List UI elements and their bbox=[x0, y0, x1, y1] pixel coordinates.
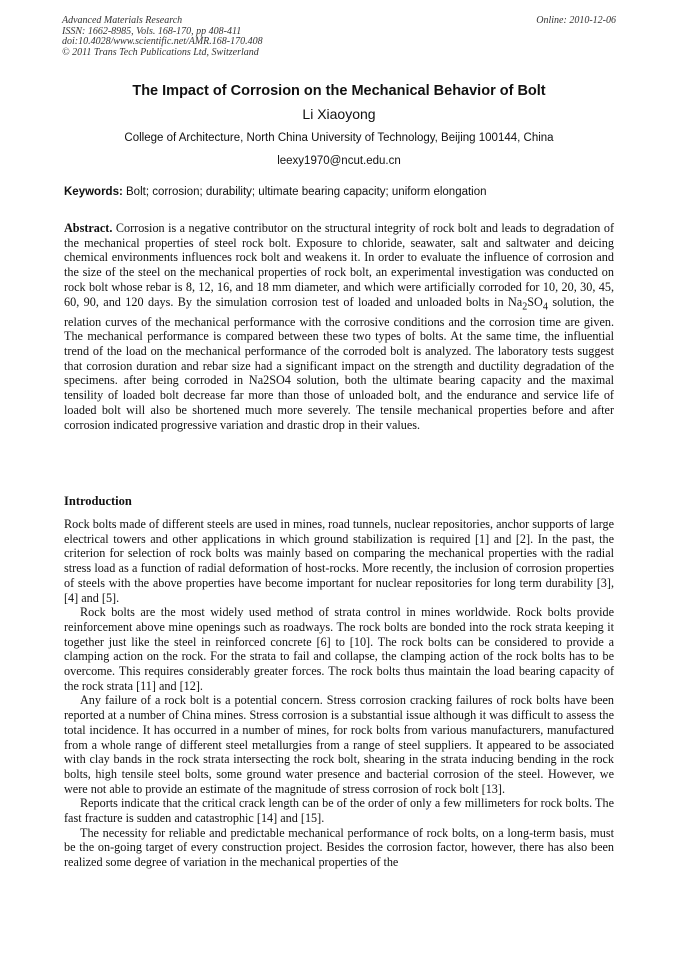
author-affiliation: College of Architecture, North China University of Technology, Beijing 100144, China bbox=[124, 132, 554, 144]
journal-info bbox=[62, 16, 616, 58]
intro-paragraph: Reports indicate that the critical crack length can be of the order of only a few millimeters for rock bolts. The fast fracture is sudden and catastrophic [14] and [15]. bbox=[64, 796, 614, 826]
keywords-text: Bolt; corrosion; durability; ultimate bearing capacity; uniform elongation bbox=[126, 186, 487, 198]
introduction-body bbox=[64, 517, 614, 870]
abstract bbox=[64, 221, 614, 432]
online-date: Online: 2010-12-06 bbox=[536, 15, 616, 26]
abstract-label: Abstract. bbox=[64, 221, 113, 235]
keywords-label: Keywords: bbox=[64, 186, 123, 198]
abstract-text-part3: solution, the relation curves of the mechanical performance with the corrosive conditions and the corrosion time are given. The mechanical performance is compared between these two types of bolts. At the same time, the influential trend of the load on the mechanical performance of the corroded bolt is analyzed. The laboratory tests suggest that corrosion duration and rebar size had a significant impact on the strength and ductility degradation of the specimens. after being corroded in Na2SO4 solution, both the ultimate bearing capacity and the maximal tensility of loaded bolt decrease far more than those of unloaded bolt, and the endurance and service life of loaded bolt will also be shortened much more severely. The tensile mechanical properties before and after corrosion indicated progressive variation and drastic drop in their values. bbox=[64, 294, 614, 432]
abstract-text-part1: Corrosion is a negative contributor on the structural integrity of rock bolt and leads to degradation of the mechanical properties of steel rock bolt. Exposure to chloride, seawater, salt and saltwater and deicing chemical environments influences rock bolt and weakens it. In order to evaluate the influence of corrosion and the size of the steel on the mechanical properties of rock bolt, an experimental investigation was conducted on rock bolt whose rebar is 8, 12, 16, and 18 mm diameter, and which were artificially corroded for 10, 20, 30, 45, 60, 90, and 120 days. By the simulation corrosion test of loaded and unloaded bolts in Na bbox=[64, 221, 614, 309]
abstract-subscript-2: 4 bbox=[542, 300, 548, 312]
journal-header bbox=[62, 16, 616, 58]
intro-paragraph: Any failure of a rock bolt is a potential concern. Stress corrosion cracking failures of rock bolts have been reported at a number of China mines. Stress corrosion is a substantial issue although it was difficult to assess the total incidence. It has occurred in a number of mines, for rock bolts from various manufacturers, manufactured from a whole range of different steel metallurgies from a range of steel suppliers. It appeared to be associated with clay bands in the rock strata intersecting the rock bolt, shearing in the strata inducing bending in the rock bolts, high tensile steel bolts, some ground water presence and bacterial corrosion of the steel. However, we were not able to provide an estimate of the magnitude of stress corrosion of rock bolt [13]. bbox=[64, 693, 614, 796]
author-name: Li Xiaoyong bbox=[302, 106, 376, 122]
abstract-text-part2: SO bbox=[527, 294, 543, 309]
paper-title: The Impact of Corrosion on the Mechanical Behavior of Bolt bbox=[132, 83, 546, 99]
keywords bbox=[64, 186, 616, 198]
intro-paragraph: The necessity for reliable and predictable mechanical performance of rock bolts, on a long-term basis, must be the on-going target of every construction project. Besides the corrosion factor, however, there has also been realized some degree of variation in the mechanical properties of the bbox=[64, 825, 614, 870]
doi-line: doi:10.4028/www.scientific.net/AMR.168-170.408 bbox=[62, 36, 263, 48]
journal-name: Advanced Materials Research bbox=[62, 15, 183, 26]
abstract-subscript-1: 2 bbox=[522, 300, 528, 312]
author-email: leexy1970@ncut.edu.cn bbox=[277, 155, 401, 167]
issn-line: ISSN: 1662-8985, Vols. 168-170, pp 408-411 bbox=[62, 25, 242, 37]
introduction-heading: Introduction bbox=[64, 494, 132, 508]
intro-paragraph: Rock bolts are the most widely used method of strata control in mines worldwide. Rock bolts provide reinforcement above mine openings such as roadways. The rock bolts are bonded into the rock strata keeping it together just like the steel in reinforced concrete [6] to [10]. The rock bolts can be considered to provide a clamping action on the rock. For the strata to fail and collapse, the clamping action of the rock bolts has to be overcome. This requires considerably greater forces. The rock bolts thus maintain the load bearing capacity of the rock strata [11] and [12]. bbox=[64, 605, 614, 693]
intro-paragraph: Rock bolts made of different steels are used in mines, road tunnels, nuclear repositories, anchor supports of large electrical towers and other applications in which ground stabilization is required [1] and [2]. In the past, the criterion for selection of rock bolts was mainly based on comparing the mechanical properties with the radial stress load as a function of radial deformation of host-rocks. More recently, the inclusion of corrosion properties of steels with the above properties have become important for nuclear repositories for long term durability [3], [4] and [5]. bbox=[64, 517, 614, 605]
copyright-line: © 2011 Trans Tech Publications Ltd, Switzerland bbox=[62, 46, 259, 58]
